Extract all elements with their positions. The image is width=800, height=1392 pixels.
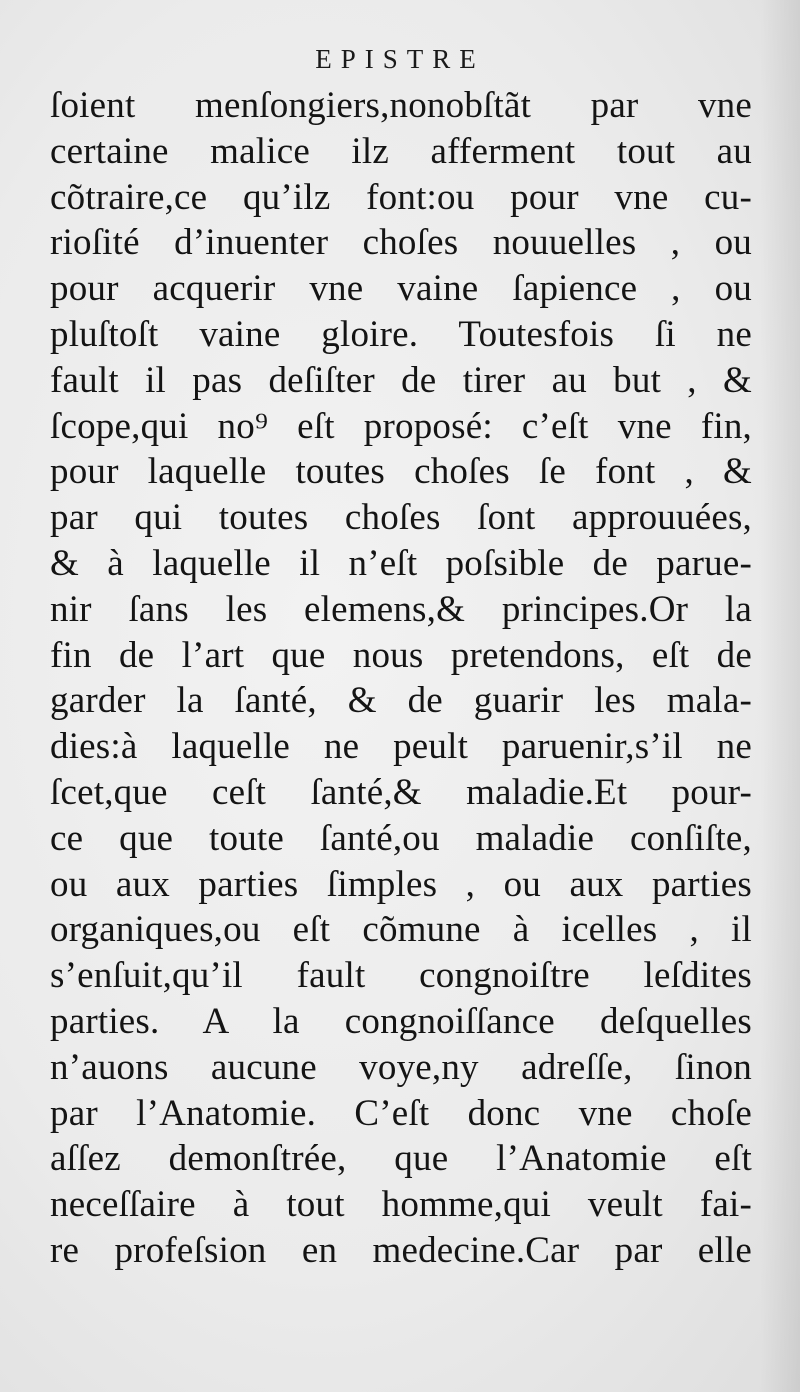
text-line: dies:à laquelle ne peult paruenir,s’il ne — [50, 726, 752, 768]
text-line: par qui toutes choſes ſont approuuées, — [50, 497, 752, 539]
text-line: organiques,ou eſt cõmune à icelles , il — [50, 909, 752, 951]
text-line: s’enſuit,qu’il fault congnoiſtre leſdites — [50, 955, 752, 997]
text-line: pour acquerir vne vaine ſapience , ou — [50, 268, 752, 310]
text-line: nir ſans les elemens,& principes.Or la — [50, 588, 752, 630]
text-line: n’auons aucune voye,ny adreſſe, ſinon — [50, 1046, 752, 1088]
text-line: certaine malice ilz afferment tout au — [50, 130, 752, 172]
text-line: neceſſaire à tout homme,qui veult fai- — [50, 1184, 752, 1226]
text-line: fault il pas deſiſter de tirer au but , & — [50, 359, 752, 401]
text-line: ſcope,qui no⁹ eſt proposé: c’eſt vne fin, — [50, 405, 752, 447]
text-line: par l’Anatomie. C’eſt donc vne choſe — [50, 1092, 752, 1134]
text-line: pluſtoſt vaine gloire. Toutesfois ſi ne — [50, 313, 752, 355]
text-line: ſoient menſongiers,nonobſtãt par vne — [50, 85, 752, 126]
text-line: & à laquelle il n’eſt poſsible de parue- — [50, 542, 752, 584]
text-line: cõtraire,ce qu’ilz font:ou pour vne cu- — [50, 176, 752, 218]
running-head: EPISTRE — [315, 44, 485, 74]
text-body — [50, 83, 752, 1274]
text-line: parties. A la congnoiſſance deſquelles — [50, 1000, 752, 1042]
text-line: ou aux parties ſimples , ou aux parties — [50, 863, 752, 905]
text-line: garder la ſanté, & de guarir les mala- — [50, 680, 752, 722]
text-line: ce que toute ſanté,ou maladie conſiſte, — [50, 817, 752, 859]
text-line: rioſité d’inuenter choſes nouuelles , ou — [50, 222, 752, 264]
text-line: fin de l’art que nous pretendons, eſt de — [50, 634, 752, 676]
text-line: ſcet,que ceſt ſanté,& maladie.Et pour- — [50, 771, 752, 813]
text-line: aſſez demonſtrée, que l’Anatomie eſt — [50, 1138, 752, 1180]
text-line: pour laquelle toutes choſes ſe font , & — [50, 451, 752, 493]
text-line: re profeſsion en medecine.Car par elle — [50, 1229, 752, 1271]
